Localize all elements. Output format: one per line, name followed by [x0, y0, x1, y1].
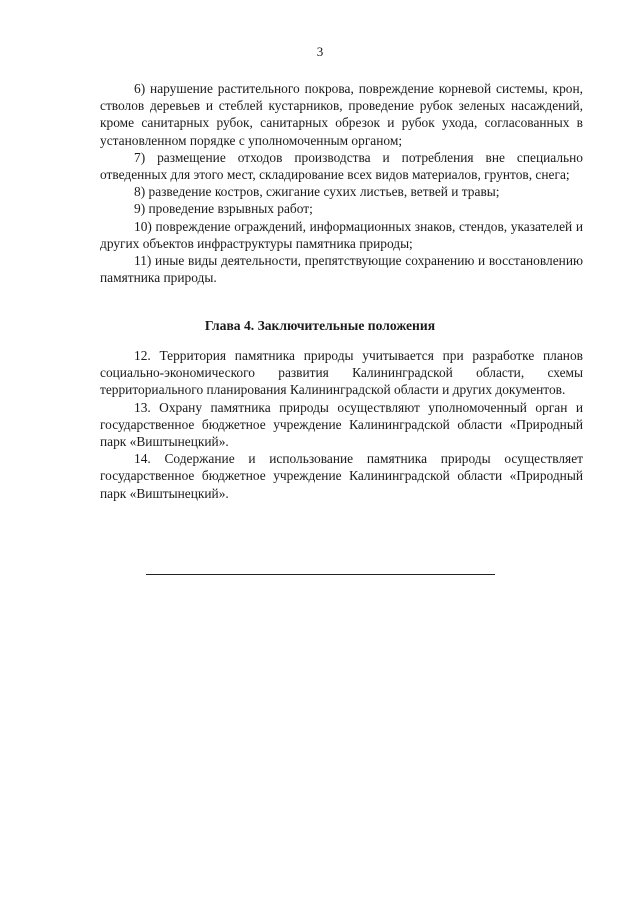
paragraph: 13. Охрану памятника природы осуществляют уполномоченный орган и государственное бюджетное учреждение Калининградской области «Природный парк «Виштынецкий».: [100, 399, 583, 450]
end-rule-line: [146, 574, 495, 575]
paragraph: 14. Содержание и использование памятника природы осуществляет государственное бюджетное учреждение Калининградской области «Природный парк «Виштынецкий».: [100, 451, 583, 501]
list-item: 10) повреждение ограждений, информационных знаков, стендов, указателей и других объектов инфраструктуры памятника природы;: [100, 218, 583, 251]
page-number: 3: [316, 44, 324, 59]
list-item: 11) иные виды деятельности, препятствующие сохранению и восстановлению памятника природы.: [100, 253, 583, 286]
list-item: 8) разведение костров, сжигание сухих листьев, ветвей и травы;: [134, 184, 500, 200]
prohibited-activities-list: [100, 80, 583, 286]
final-provisions: [100, 347, 583, 502]
list-item: 6) нарушение растительного покрова, повреждение корневой системы, крон, стволов деревьев и стеблей кустарников, проведение рубок зеленых насаждений, кроме санитарных рубок, санитарных обрезок и рубок ухода, согласованных в установленном порядке с уполномоченным органом;: [100, 81, 583, 148]
list-item: 9) проведение взрывных работ;: [134, 201, 313, 217]
paragraph: 12. Территория памятника природы учитывается при разработке планов социально-экономического развития Калининградской области, схемы территориального планирования Калининградской области и других документов.: [100, 348, 583, 398]
chapter-heading: Глава 4. Заключительные положения: [204, 318, 436, 333]
list-item: 7) размещение отходов производства и потребления вне специально отведенных для этого мест, складирование всех видов материалов, грунтов, снега;: [100, 149, 583, 183]
